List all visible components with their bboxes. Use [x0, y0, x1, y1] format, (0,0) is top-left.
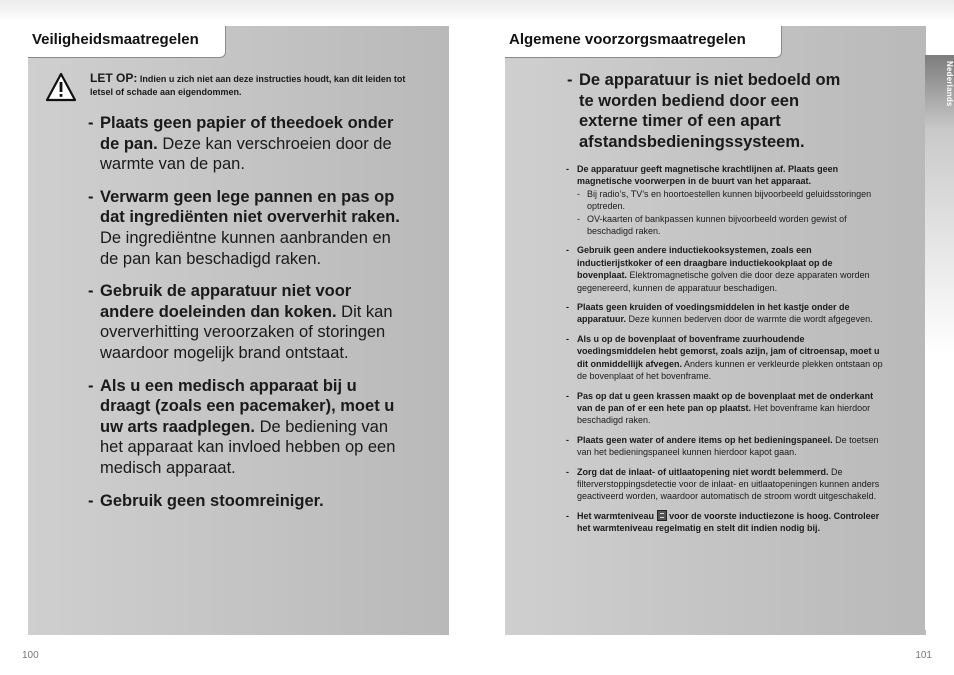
item-text: De toetsen van het bedieningspaneel kunnen hierdoor kapot gaan. — [577, 434, 879, 458]
item-text: Het bovenframe kan hierdoor beschadigd raken. — [577, 402, 871, 426]
list-item — [566, 163, 884, 237]
warning-triangle-icon — [45, 72, 77, 102]
language-label: Nederlands — [945, 61, 954, 107]
list-item — [88, 187, 408, 269]
list-item — [88, 376, 408, 479]
list-item — [566, 510, 884, 535]
list-item — [88, 113, 408, 175]
item-bold-text: Plaats geen papier of theedoek onder de pan. — [100, 114, 394, 153]
list-item — [88, 491, 408, 512]
item-bold-text: Plaats geen water of andere items op het bedieningspaneel. — [577, 434, 833, 445]
warning-note — [90, 72, 410, 99]
item-bold-text: Als u een medisch apparaat bij u draagt (zoals een pacemaker), moet u uw arts raadplegen. — [100, 376, 395, 436]
list-item — [566, 434, 884, 459]
item-text: Deze kunnen bederven door de warmte die wordt afgegeven. — [628, 314, 873, 325]
general-headline: - De apparatuur is niet bedoeld om te worden bediend door een externe timer of een apart afstandsbedieningssysteem. — [567, 70, 847, 152]
list-item — [566, 333, 884, 383]
item-text: Deze kan verschroeien door de warmte van de pan. — [100, 134, 392, 174]
item-bold-text: Plaats geen kruiden of voedingsmiddelen in het kastje onder de apparatuur. — [577, 302, 850, 325]
section-title-general: Algemene voorzorgsmaatregelen — [505, 26, 782, 58]
sub-list-item: - OV-kaarten of bankpassen kunnen bijvoorbeeld worden gewist of beschadigd raken. — [577, 213, 884, 238]
item-text: Elektromagnetische golven die door deze apparaten worden gegenereerd, kunnen de apparatuur beschadigen. — [577, 270, 870, 293]
item-bold-text: voor de voorste inductiezone is hoog. Controleer het warmteniveau regelmatig en stelt dit indien nodig bij. — [577, 510, 880, 534]
item-bold-text: Als u op de bovenplaat of bovenframe zuurhoudende voedingsmiddelen hebt gemorst, zoals azijn, jam of citroensap, moet u dit onmiddellijk afvegen. — [577, 333, 880, 369]
item-text: De ingrediëntne kunnen aanbranden en de pan kan beschadigd raken. — [100, 228, 391, 268]
item-bold-text: Verwarm geen lege pannen en pas op dat ingrediënten niet oververhit raken. — [100, 187, 400, 227]
item-bold-text: De apparatuur geeft magnetische krachtlijnen af. Plaats geen magnetische voorwerpen in de buurt van het apparaat. — [577, 164, 839, 187]
item-text: Anders kunnen er verkleurde plekken ontstaan op de bovenplaat of het bovenframe. — [577, 358, 883, 382]
language-side-tab — [925, 55, 954, 630]
item-text: De bediening van het apparaat kan invloed hebben op een medisch apparaat. — [100, 417, 396, 477]
item-bold-text: Gebruik geen stoomreiniger. — [100, 491, 324, 510]
warning-text: Indien u zich niet aan deze instructies houdt, kan dit leiden tot letsel of schade aan eigendommen. — [90, 74, 406, 97]
list-item — [566, 466, 884, 503]
sub-list-item: - Bij radio’s, TV’s en hoortoestellen kunnen bijvoorbeeld geluidsstoringen optreden. — [577, 188, 884, 213]
page-number-left: 100 — [22, 650, 39, 661]
item-bold-text: Gebruik geen andere inductiekooksystemen, zoals een inductierijstkoker of een draagbare inductiekookplaat op de bovenplaat. — [577, 245, 833, 281]
item-bold-text: Pas op dat u geen krassen maakt op de bovenplaat met de onderkant van de pan of er een hete pan op plaatst. — [577, 390, 874, 413]
warning-label: LET OP: — [90, 71, 138, 85]
heat-level-icon — [657, 510, 667, 521]
item-bold-text: Gebruik de apparatuur niet voor andere doeleinden dan koken. — [100, 282, 352, 321]
item-text: Dit kan oververhitting veroorzaken of storingen waardoor mogelijk brand ontstaat. — [100, 302, 393, 362]
list-item — [566, 390, 884, 427]
page-number-right: 101 — [915, 650, 932, 661]
safety-list — [88, 113, 408, 523]
precautions-list — [566, 163, 884, 542]
sub-list — [577, 188, 884, 238]
item-bold-text: Het warmteniveau — [577, 510, 655, 521]
list-item — [566, 244, 884, 294]
list-item — [88, 281, 408, 363]
item-text: De filterverstoppingsdetectie voor de inlaat- en uitlaatopeningen kunnen anders geactiveerd worden, waardoor automatisch de stroom wordt uitgeschakeld. — [577, 466, 880, 502]
section-title-safety: Veiligheidsmaatregelen — [28, 26, 226, 58]
list-item — [566, 301, 884, 326]
item-bold-text: Zorg dat de inlaat- of uitlaatopening niet wordt belemmerd. — [577, 466, 829, 477]
